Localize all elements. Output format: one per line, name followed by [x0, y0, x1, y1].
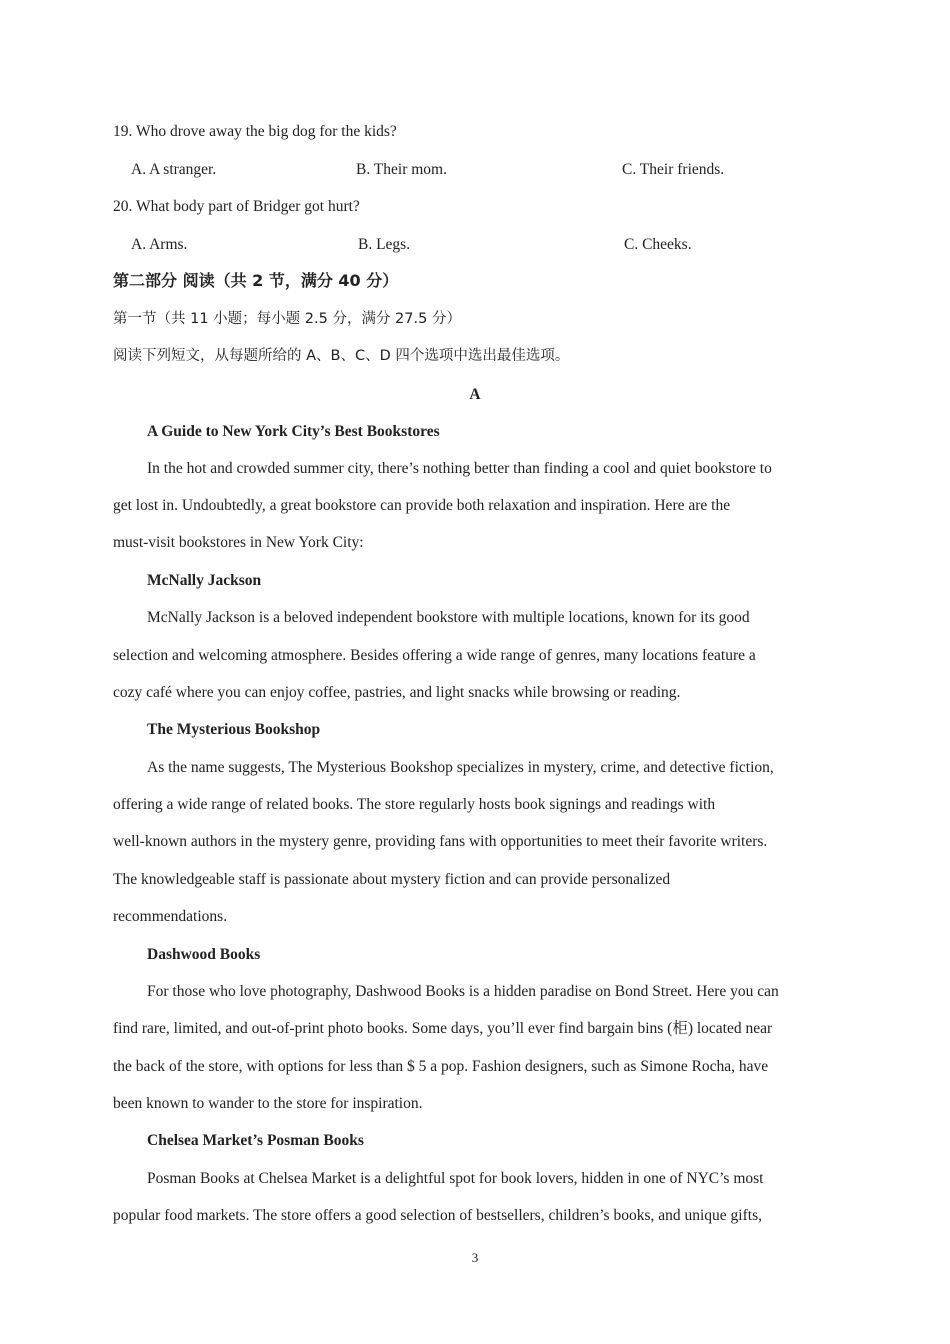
section1-heading: 第一节（共 11 小题；每小题 2.5 分，满分 27.5 分） — [113, 311, 461, 327]
question-20-option-a: A. Arms. — [131, 236, 188, 253]
store-text-line: As the name suggests, The Mysterious Bookshop specializes in mystery, crime, and detective fiction, — [147, 759, 774, 776]
store-text-line: For those who love photography, Dashwood Books is a hidden paradise on Bond Street. Here you can — [147, 983, 779, 1000]
passage-label: A — [469, 386, 481, 403]
store-name-mcnally-jackson: McNally Jackson — [147, 572, 262, 589]
store-text-line: The knowledgeable staff is passionate about mystery fiction and can provide personalized — [113, 871, 671, 888]
store-text-line: well-known authors in the mystery genre, providing fans with opportunities to meet their favorite writers. — [113, 833, 768, 850]
store-text-line: Posman Books at Chelsea Market is a delightful spot for book lovers, hidden in one of NYC’s most — [147, 1170, 764, 1187]
store-text-line: recommendations. — [113, 908, 228, 925]
store-text-line: McNally Jackson is a beloved independent bookstore with multiple locations, known for its good — [147, 609, 750, 626]
intro-line: must-visit bookstores in New York City: — [113, 534, 364, 551]
store-text-line: selection and welcoming atmosphere. Besides offering a wide range of genres, many locations feature a — [113, 647, 756, 664]
store-text-line: the back of the store, with options for less than $ 5 a pop. Fashion designers, such as Simone Rocha, have — [113, 1058, 769, 1075]
store-text-line: been known to wander to the store for inspiration. — [113, 1095, 423, 1112]
store-text-line: popular food markets. The store offers a good selection of bestsellers, children’s books, and unique gifts, — [113, 1207, 762, 1224]
intro-line: get lost in. Undoubtedly, a great bookstore can provide both relaxation and inspiration. Here are the — [113, 497, 731, 514]
part2-title: 第二部分 阅读（共 2 节，满分 40 分） — [113, 271, 399, 290]
question-19-option-a: A. A stranger. — [131, 161, 217, 178]
store-text-line: cozy café where you can enjoy coffee, pastries, and light snacks while browsing or reading. — [113, 684, 681, 701]
question-19-option-b: B. Their mom. — [356, 161, 447, 178]
store-text-line: find rare, limited, and out-of-print photo books. Some days, you’ll ever find bargain bins (柜) located near — [113, 1020, 773, 1037]
store-text-line: offering a wide range of related books. The store regularly hosts book signings and readings with — [113, 796, 716, 813]
intro-line: In the hot and crowded summer city, there’s nothing better than finding a cool and quiet bookstore to — [147, 460, 772, 477]
page-number: 3 — [471, 1250, 479, 1265]
question-19-stem: 19. Who drove away the big dog for the kids? — [113, 123, 397, 140]
question-19-option-c: C. Their friends. — [622, 161, 725, 178]
passage-title: A Guide to New York City’s Best Bookstores — [147, 423, 440, 440]
question-20-option-c: C. Cheeks. — [624, 236, 692, 253]
store-name-posman-books: Chelsea Market’s Posman Books — [147, 1132, 364, 1149]
question-20-stem: 20. What body part of Bridger got hurt? — [113, 198, 360, 215]
store-name-dashwood-books: Dashwood Books — [147, 946, 261, 963]
question-20-option-b: B. Legs. — [358, 236, 411, 253]
store-name-mysterious-bookshop: The Mysterious Bookshop — [147, 721, 321, 738]
reading-instruction: 阅读下列短文，从每题所给的 A、B、C、D 四个选项中选出最佳选项。 — [113, 348, 570, 364]
